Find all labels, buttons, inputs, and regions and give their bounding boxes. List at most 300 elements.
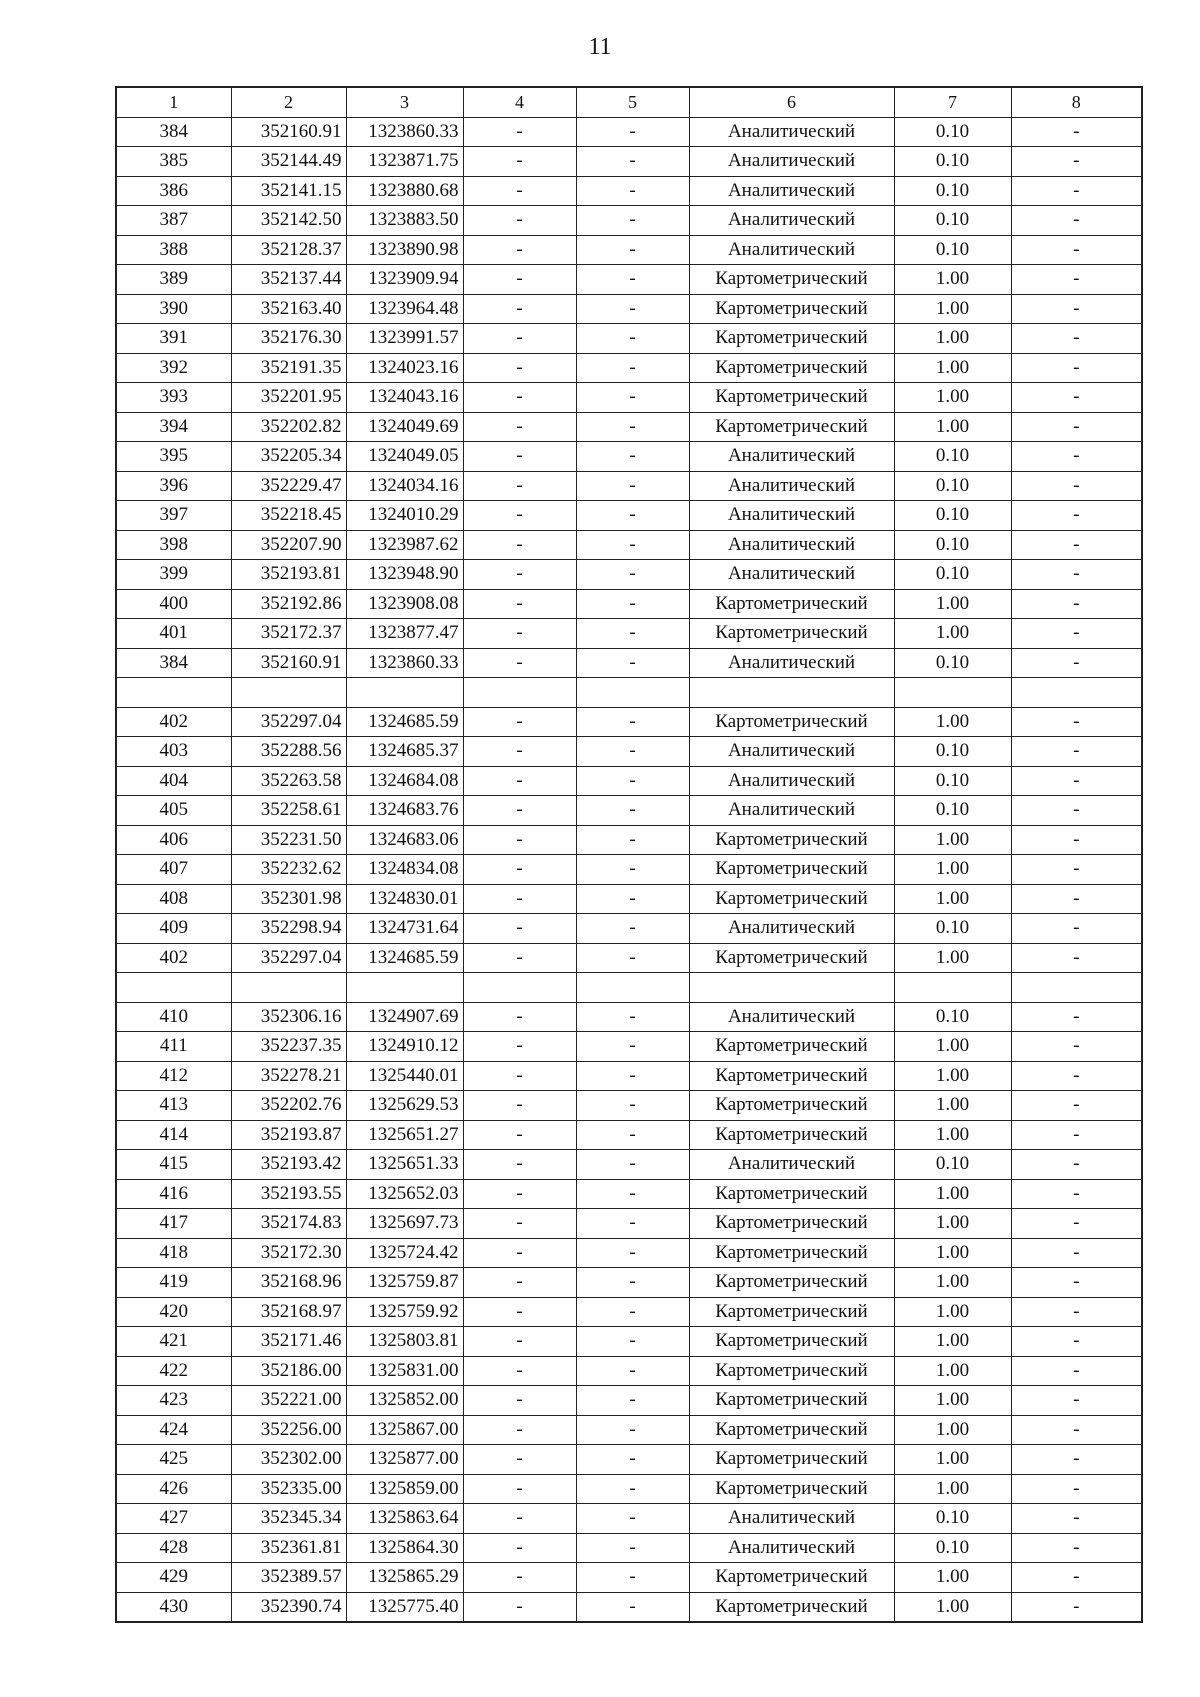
x-coordinate-cell: 352160.91 — [231, 117, 346, 147]
method-cell — [689, 973, 894, 1003]
col4-cell: - — [463, 383, 576, 413]
method-cell: Аналитический — [689, 1002, 894, 1032]
point-number-cell: 386 — [116, 176, 231, 206]
accuracy-cell — [894, 678, 1011, 708]
point-number-cell: 419 — [116, 1268, 231, 1298]
col8-cell: - — [1011, 1533, 1142, 1563]
accuracy-cell: 0.10 — [894, 176, 1011, 206]
method-cell: Картометрический — [689, 884, 894, 914]
accuracy-cell: 0.10 — [894, 796, 1011, 826]
accuracy-cell: 1.00 — [894, 383, 1011, 413]
col4-cell: - — [463, 471, 576, 501]
col8-cell: - — [1011, 117, 1142, 147]
col5-cell: - — [576, 530, 689, 560]
column-header: 2 — [231, 87, 346, 117]
table-row — [116, 442, 1142, 472]
col5-cell: - — [576, 176, 689, 206]
col4-cell: - — [463, 796, 576, 826]
y-coordinate-cell: 1324685.59 — [346, 943, 463, 973]
point-number-cell: 408 — [116, 884, 231, 914]
x-coordinate-cell: 352202.76 — [231, 1091, 346, 1121]
point-number-cell: 384 — [116, 648, 231, 678]
col8-cell: - — [1011, 471, 1142, 501]
accuracy-cell: 1.00 — [894, 353, 1011, 383]
col4-cell: - — [463, 1061, 576, 1091]
table-row — [116, 1445, 1142, 1475]
col4-cell: - — [463, 707, 576, 737]
point-number-cell: 410 — [116, 1002, 231, 1032]
point-number-cell: 417 — [116, 1209, 231, 1239]
col8-cell: - — [1011, 589, 1142, 619]
col4-cell: - — [463, 442, 576, 472]
table-row — [116, 766, 1142, 796]
point-number-cell: 385 — [116, 147, 231, 177]
table-row — [116, 1209, 1142, 1239]
method-cell: Картометрический — [689, 825, 894, 855]
table-body — [116, 117, 1142, 1622]
point-number-cell: 397 — [116, 501, 231, 531]
table-row — [116, 1474, 1142, 1504]
x-coordinate-cell: 352172.37 — [231, 619, 346, 649]
accuracy-cell: 1.00 — [894, 1297, 1011, 1327]
col8-cell: - — [1011, 707, 1142, 737]
col5-cell: - — [576, 1091, 689, 1121]
y-coordinate-cell: 1324023.16 — [346, 353, 463, 383]
point-number-cell: 413 — [116, 1091, 231, 1121]
table-row — [116, 117, 1142, 147]
method-cell: Картометрический — [689, 1238, 894, 1268]
y-coordinate-cell: 1324049.69 — [346, 412, 463, 442]
table-row — [116, 501, 1142, 531]
method-cell: Картометрический — [689, 589, 894, 619]
col5-cell: - — [576, 1002, 689, 1032]
table-row — [116, 1592, 1142, 1622]
table-row — [116, 1533, 1142, 1563]
x-coordinate-cell: 352306.16 — [231, 1002, 346, 1032]
col5-cell: - — [576, 648, 689, 678]
x-coordinate-cell: 352205.34 — [231, 442, 346, 472]
x-coordinate-cell: 352263.58 — [231, 766, 346, 796]
x-coordinate-cell: 352202.82 — [231, 412, 346, 442]
method-cell: Картометрический — [689, 1268, 894, 1298]
y-coordinate-cell: 1324034.16 — [346, 471, 463, 501]
method-cell: Картометрический — [689, 412, 894, 442]
col4-cell: - — [463, 1297, 576, 1327]
table-row — [116, 943, 1142, 973]
method-cell: Аналитический — [689, 1533, 894, 1563]
col4-cell: - — [463, 1209, 576, 1239]
col4-cell: - — [463, 825, 576, 855]
col8-cell: - — [1011, 1091, 1142, 1121]
col5-cell: - — [576, 294, 689, 324]
col4-cell: - — [463, 1268, 576, 1298]
col4-cell: - — [463, 1120, 576, 1150]
y-coordinate-cell: 1324683.06 — [346, 825, 463, 855]
accuracy-cell: 1.00 — [894, 1179, 1011, 1209]
col4-cell: - — [463, 176, 576, 206]
column-header: 4 — [463, 87, 576, 117]
table-row — [116, 884, 1142, 914]
y-coordinate-cell: 1324685.37 — [346, 737, 463, 767]
method-cell: Картометрический — [689, 1091, 894, 1121]
method-cell: Аналитический — [689, 1150, 894, 1180]
col8-cell — [1011, 973, 1142, 1003]
x-coordinate-cell: 352390.74 — [231, 1592, 346, 1622]
method-cell: Картометрический — [689, 1297, 894, 1327]
y-coordinate-cell: 1323909.94 — [346, 265, 463, 295]
x-coordinate-cell: 352186.00 — [231, 1356, 346, 1386]
table-row — [116, 353, 1142, 383]
col5-cell: - — [576, 1386, 689, 1416]
col8-cell: - — [1011, 1356, 1142, 1386]
col8-cell: - — [1011, 147, 1142, 177]
x-coordinate-cell: 352229.47 — [231, 471, 346, 501]
point-number-cell: 424 — [116, 1415, 231, 1445]
col5-cell — [576, 973, 689, 1003]
col5-cell: - — [576, 117, 689, 147]
col8-cell: - — [1011, 825, 1142, 855]
col4-cell: - — [463, 1504, 576, 1534]
col5-cell: - — [576, 707, 689, 737]
y-coordinate-cell: 1323860.33 — [346, 117, 463, 147]
col4-cell: - — [463, 1474, 576, 1504]
col4-cell: - — [463, 1091, 576, 1121]
point-number-cell: 396 — [116, 471, 231, 501]
accuracy-cell: 1.00 — [894, 1327, 1011, 1357]
col8-cell: - — [1011, 1386, 1142, 1416]
accuracy-cell: 0.10 — [894, 206, 1011, 236]
table-row — [116, 1002, 1142, 1032]
y-coordinate-cell: 1325652.03 — [346, 1179, 463, 1209]
col4-cell: - — [463, 1563, 576, 1593]
y-coordinate-cell: 1325651.33 — [346, 1150, 463, 1180]
col5-cell: - — [576, 560, 689, 590]
accuracy-cell: 0.10 — [894, 1002, 1011, 1032]
point-number-cell — [116, 678, 231, 708]
col5-cell: - — [576, 1415, 689, 1445]
point-number-cell: 391 — [116, 324, 231, 354]
x-coordinate-cell: 352218.45 — [231, 501, 346, 531]
method-cell: Картометрический — [689, 324, 894, 354]
table-row — [116, 560, 1142, 590]
col8-cell: - — [1011, 353, 1142, 383]
method-cell: Картометрический — [689, 1563, 894, 1593]
accuracy-cell: 1.00 — [894, 1061, 1011, 1091]
method-cell: Картометрический — [689, 1327, 894, 1357]
y-coordinate-cell: 1323880.68 — [346, 176, 463, 206]
y-coordinate-cell: 1324043.16 — [346, 383, 463, 413]
method-cell: Аналитический — [689, 235, 894, 265]
col8-cell: - — [1011, 530, 1142, 560]
col4-cell: - — [463, 619, 576, 649]
method-cell: Картометрический — [689, 1415, 894, 1445]
table-row — [116, 147, 1142, 177]
point-number-cell: 411 — [116, 1032, 231, 1062]
table-row — [116, 1563, 1142, 1593]
col5-cell: - — [576, 914, 689, 944]
x-coordinate-cell: 352137.44 — [231, 265, 346, 295]
x-coordinate-cell: 352389.57 — [231, 1563, 346, 1593]
method-cell: Аналитический — [689, 914, 894, 944]
y-coordinate-cell: 1325759.87 — [346, 1268, 463, 1298]
col8-cell: - — [1011, 943, 1142, 973]
point-number-cell: 402 — [116, 943, 231, 973]
col5-cell: - — [576, 1209, 689, 1239]
y-coordinate-cell: 1325759.92 — [346, 1297, 463, 1327]
x-coordinate-cell — [231, 678, 346, 708]
accuracy-cell: 0.10 — [894, 235, 1011, 265]
col4-cell: - — [463, 147, 576, 177]
col8-cell: - — [1011, 737, 1142, 767]
y-coordinate-cell: 1323991.57 — [346, 324, 463, 354]
point-number-cell: 398 — [116, 530, 231, 560]
col8-cell: - — [1011, 412, 1142, 442]
x-coordinate-cell: 352176.30 — [231, 324, 346, 354]
column-header: 6 — [689, 87, 894, 117]
x-coordinate-cell: 352221.00 — [231, 1386, 346, 1416]
table-row — [116, 707, 1142, 737]
table-row — [116, 265, 1142, 295]
accuracy-cell: 0.10 — [894, 471, 1011, 501]
col4-cell: - — [463, 1150, 576, 1180]
col4-cell: - — [463, 324, 576, 354]
col4-cell: - — [463, 737, 576, 767]
accuracy-cell: 0.10 — [894, 914, 1011, 944]
point-number-cell: 428 — [116, 1533, 231, 1563]
spacer-row — [116, 973, 1142, 1003]
y-coordinate-cell: 1323860.33 — [346, 648, 463, 678]
col8-cell: - — [1011, 1002, 1142, 1032]
col5-cell: - — [576, 235, 689, 265]
col5-cell: - — [576, 1474, 689, 1504]
point-number-cell: 414 — [116, 1120, 231, 1150]
y-coordinate-cell: 1325867.00 — [346, 1415, 463, 1445]
col4-cell: - — [463, 294, 576, 324]
y-coordinate-cell: 1324834.08 — [346, 855, 463, 885]
x-coordinate-cell: 352193.55 — [231, 1179, 346, 1209]
accuracy-cell: 1.00 — [894, 1091, 1011, 1121]
method-cell: Картометрический — [689, 1356, 894, 1386]
accuracy-cell: 1.00 — [894, 412, 1011, 442]
x-coordinate-cell: 352361.81 — [231, 1533, 346, 1563]
point-number-cell: 393 — [116, 383, 231, 413]
accuracy-cell: 1.00 — [894, 1032, 1011, 1062]
table-row — [116, 412, 1142, 442]
col4-cell: - — [463, 117, 576, 147]
point-number-cell: 409 — [116, 914, 231, 944]
col4-cell — [463, 973, 576, 1003]
col5-cell: - — [576, 619, 689, 649]
method-cell: Аналитический — [689, 206, 894, 236]
accuracy-cell: 1.00 — [894, 589, 1011, 619]
accuracy-cell: 1.00 — [894, 1356, 1011, 1386]
table-row — [116, 1150, 1142, 1180]
col4-cell: - — [463, 914, 576, 944]
y-coordinate-cell: 1324049.05 — [346, 442, 463, 472]
col5-cell: - — [576, 1563, 689, 1593]
column-header: 1 — [116, 87, 231, 117]
col5-cell: - — [576, 501, 689, 531]
x-coordinate-cell: 352298.94 — [231, 914, 346, 944]
col8-cell: - — [1011, 501, 1142, 531]
x-coordinate-cell — [231, 973, 346, 1003]
y-coordinate-cell: 1323871.75 — [346, 147, 463, 177]
col8-cell: - — [1011, 206, 1142, 236]
col8-cell: - — [1011, 1032, 1142, 1062]
accuracy-cell: 0.10 — [894, 501, 1011, 531]
method-cell: Картометрический — [689, 1032, 894, 1062]
point-number-cell: 425 — [116, 1445, 231, 1475]
method-cell: Картометрический — [689, 1179, 894, 1209]
x-coordinate-cell: 352232.62 — [231, 855, 346, 885]
x-coordinate-cell: 352256.00 — [231, 1415, 346, 1445]
table-row — [116, 1327, 1142, 1357]
y-coordinate-cell — [346, 973, 463, 1003]
col5-cell: - — [576, 471, 689, 501]
method-cell: Аналитический — [689, 737, 894, 767]
y-coordinate-cell — [346, 678, 463, 708]
col4-cell: - — [463, 1533, 576, 1563]
point-number-cell: 394 — [116, 412, 231, 442]
col4-cell: - — [463, 1445, 576, 1475]
x-coordinate-cell: 352128.37 — [231, 235, 346, 265]
accuracy-cell: 0.10 — [894, 766, 1011, 796]
col8-cell: - — [1011, 1209, 1142, 1239]
method-cell: Картометрический — [689, 1209, 894, 1239]
col8-cell: - — [1011, 855, 1142, 885]
accuracy-cell: 1.00 — [894, 707, 1011, 737]
column-header: 3 — [346, 87, 463, 117]
accuracy-cell: 1.00 — [894, 1268, 1011, 1298]
table-row — [116, 530, 1142, 560]
x-coordinate-cell: 352297.04 — [231, 943, 346, 973]
method-cell: Аналитический — [689, 796, 894, 826]
col8-cell: - — [1011, 1120, 1142, 1150]
y-coordinate-cell: 1325852.00 — [346, 1386, 463, 1416]
table-row — [116, 914, 1142, 944]
col4-cell: - — [463, 884, 576, 914]
col5-cell: - — [576, 383, 689, 413]
x-coordinate-cell: 352278.21 — [231, 1061, 346, 1091]
y-coordinate-cell: 1325831.00 — [346, 1356, 463, 1386]
col8-cell: - — [1011, 1415, 1142, 1445]
col4-cell: - — [463, 206, 576, 236]
spacer-row — [116, 678, 1142, 708]
point-number-cell: 403 — [116, 737, 231, 767]
col5-cell: - — [576, 766, 689, 796]
x-coordinate-cell: 352141.15 — [231, 176, 346, 206]
method-cell: Картометрический — [689, 1474, 894, 1504]
y-coordinate-cell: 1323987.62 — [346, 530, 463, 560]
table-row — [116, 1120, 1142, 1150]
col4-cell — [463, 678, 576, 708]
y-coordinate-cell: 1323908.08 — [346, 589, 463, 619]
method-cell: Картометрический — [689, 383, 894, 413]
method-cell: Картометрический — [689, 1386, 894, 1416]
accuracy-cell: 1.00 — [894, 294, 1011, 324]
point-number-cell: 407 — [116, 855, 231, 885]
col5-cell: - — [576, 796, 689, 826]
col8-cell: - — [1011, 796, 1142, 826]
y-coordinate-cell: 1324684.08 — [346, 766, 463, 796]
col8-cell — [1011, 678, 1142, 708]
col4-cell: - — [463, 235, 576, 265]
y-coordinate-cell: 1323964.48 — [346, 294, 463, 324]
col5-cell: - — [576, 1268, 689, 1298]
col5-cell: - — [576, 1327, 689, 1357]
table-row — [116, 1415, 1142, 1445]
col8-cell: - — [1011, 914, 1142, 944]
table-row — [116, 1091, 1142, 1121]
y-coordinate-cell: 1325803.81 — [346, 1327, 463, 1357]
point-number-cell: 392 — [116, 353, 231, 383]
x-coordinate-cell: 352237.35 — [231, 1032, 346, 1062]
accuracy-cell: 1.00 — [894, 1238, 1011, 1268]
x-coordinate-cell: 352172.30 — [231, 1238, 346, 1268]
x-coordinate-cell: 352193.42 — [231, 1150, 346, 1180]
col8-cell: - — [1011, 1179, 1142, 1209]
col5-cell: - — [576, 1061, 689, 1091]
accuracy-cell: 1.00 — [894, 855, 1011, 885]
page-number: 11 — [588, 34, 612, 60]
x-coordinate-cell: 352168.96 — [231, 1268, 346, 1298]
table-row — [116, 294, 1142, 324]
method-cell: Картометрический — [689, 265, 894, 295]
point-number-cell: 401 — [116, 619, 231, 649]
header-row — [116, 87, 1142, 117]
x-coordinate-cell: 352174.83 — [231, 1209, 346, 1239]
col8-cell: - — [1011, 383, 1142, 413]
method-cell: Картометрический — [689, 943, 894, 973]
col8-cell: - — [1011, 1150, 1142, 1180]
col8-cell: - — [1011, 1061, 1142, 1091]
x-coordinate-cell: 352144.49 — [231, 147, 346, 177]
point-number-cell: 418 — [116, 1238, 231, 1268]
y-coordinate-cell: 1324685.59 — [346, 707, 463, 737]
col5-cell: - — [576, 1150, 689, 1180]
table-row — [116, 1061, 1142, 1091]
col4-cell: - — [463, 1032, 576, 1062]
col4-cell: - — [463, 589, 576, 619]
col8-cell: - — [1011, 176, 1142, 206]
col5-cell: - — [576, 1445, 689, 1475]
accuracy-cell: 0.10 — [894, 1504, 1011, 1534]
table-row — [116, 589, 1142, 619]
accuracy-cell: 1.00 — [894, 825, 1011, 855]
table-row — [116, 1268, 1142, 1298]
y-coordinate-cell: 1324010.29 — [346, 501, 463, 531]
method-cell: Аналитический — [689, 117, 894, 147]
y-coordinate-cell: 1324683.76 — [346, 796, 463, 826]
method-cell: Аналитический — [689, 766, 894, 796]
method-cell: Картометрический — [689, 855, 894, 885]
col5-cell: - — [576, 1533, 689, 1563]
table-row — [116, 1504, 1142, 1534]
col8-cell: - — [1011, 619, 1142, 649]
col8-cell: - — [1011, 884, 1142, 914]
col5-cell: - — [576, 412, 689, 442]
point-number-cell: 426 — [116, 1474, 231, 1504]
col5-cell: - — [576, 1032, 689, 1062]
x-coordinate-cell: 352288.56 — [231, 737, 346, 767]
y-coordinate-cell: 1325863.64 — [346, 1504, 463, 1534]
col4-cell: - — [463, 1238, 576, 1268]
table-row — [116, 235, 1142, 265]
col5-cell — [576, 678, 689, 708]
column-header: 8 — [1011, 87, 1142, 117]
table-row — [116, 383, 1142, 413]
col4-cell: - — [463, 501, 576, 531]
